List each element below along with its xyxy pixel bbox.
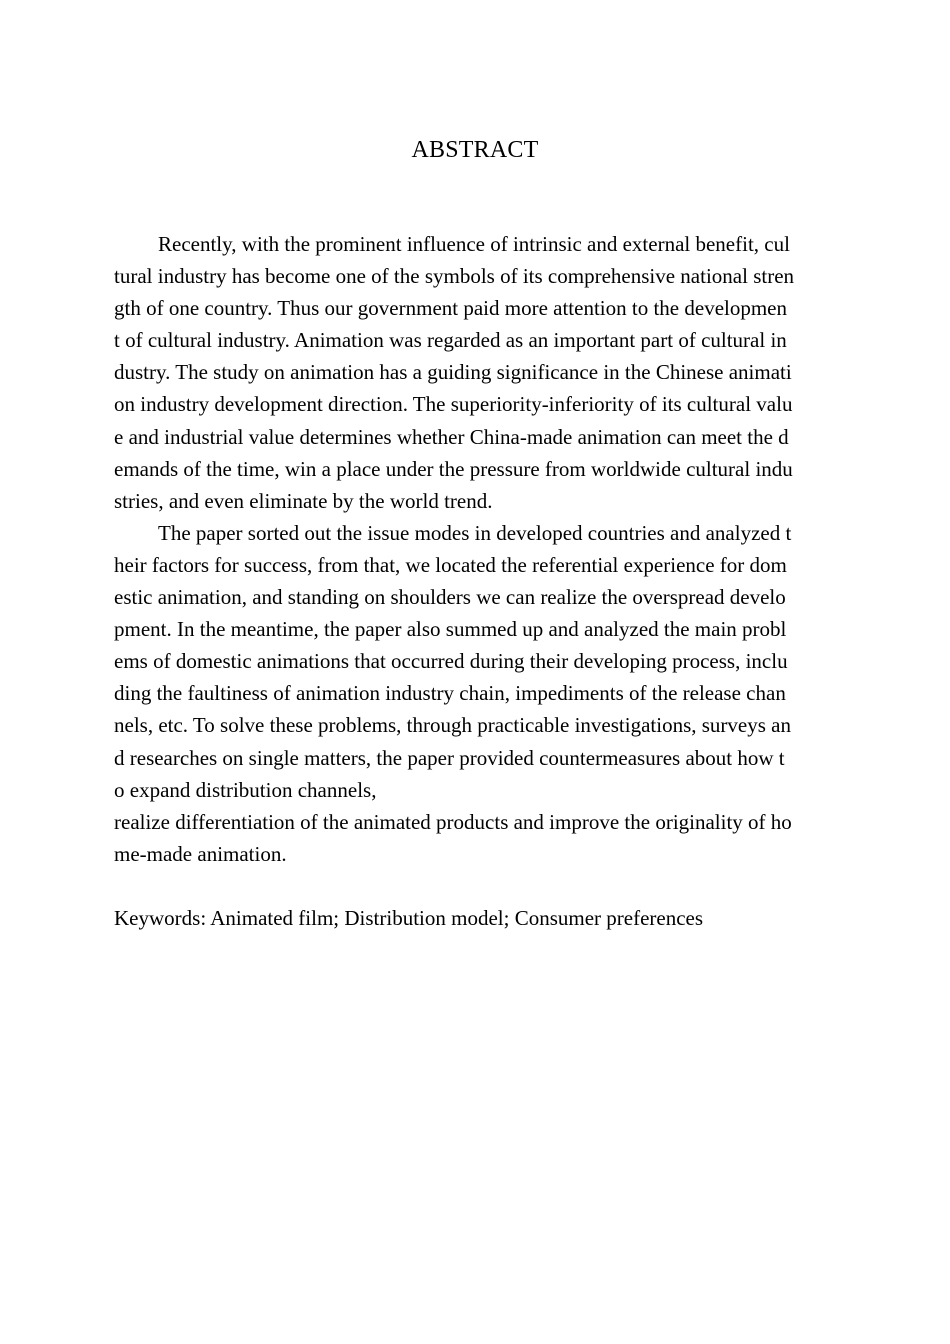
text-line: emands of the time, win a place under the pressure from worldwide cultural indu — [114, 456, 793, 481]
text-line: dustry. The study on animation has a guiding significance in the Chinese animati — [114, 360, 792, 385]
paragraph-1 — [114, 228, 844, 517]
text-line: tural industry has become one of the symbols of its comprehensive national stren — [114, 264, 795, 289]
text-line: gth of one country. Thus our government paid more attention to the developmen — [114, 296, 788, 321]
text-line: ding the faultiness of animation industry chain, impediments of the release chan — [114, 681, 786, 706]
text-line: nels, etc. To solve these problems, through practicable investigations, surveys an — [114, 713, 791, 738]
text-line: t of cultural industry. Animation was regarded as an important part of cultural in — [114, 328, 787, 353]
text-line: The paper sorted out the issue modes in developed countries and analyzed t — [158, 520, 792, 545]
abstract-title: ABSTRACT — [411, 137, 539, 163]
text-line: heir factors for success, from that, we located the referential experience for dom — [114, 552, 787, 577]
text-line: stries, and even eliminate by the world trend. — [114, 488, 493, 513]
text-line: e and industrial value determines whether China-made animation can meet the d — [114, 424, 789, 449]
text-line: pment. In the meantime, the paper also summed up and analyzed the main probl — [114, 617, 787, 642]
text-line: realize differentiation of the animated products and improve the originality of ho — [114, 809, 792, 834]
text-line: Recently, with the prominent influence of intrinsic and external benefit, cul — [158, 232, 790, 256]
text-line: on industry development direction. The superiority-inferiority of its cultural valu — [114, 392, 793, 417]
abstract-body — [114, 228, 844, 870]
paragraph-2 — [114, 517, 844, 870]
text-line: o expand distribution channels, — [114, 777, 377, 802]
text-line: ems of domestic animations that occurred during their developing process, inclu — [114, 649, 788, 674]
text-line: d researches on single matters, the paper provided countermeasures about how t — [114, 745, 785, 770]
text-line: estic animation, and standing on shoulders we can realize the overspread develo — [114, 585, 786, 610]
text-line: me-made animation. — [114, 841, 287, 866]
keywords-line: Keywords: Animated film; Distribution model; Consumer preferences — [114, 906, 704, 930]
